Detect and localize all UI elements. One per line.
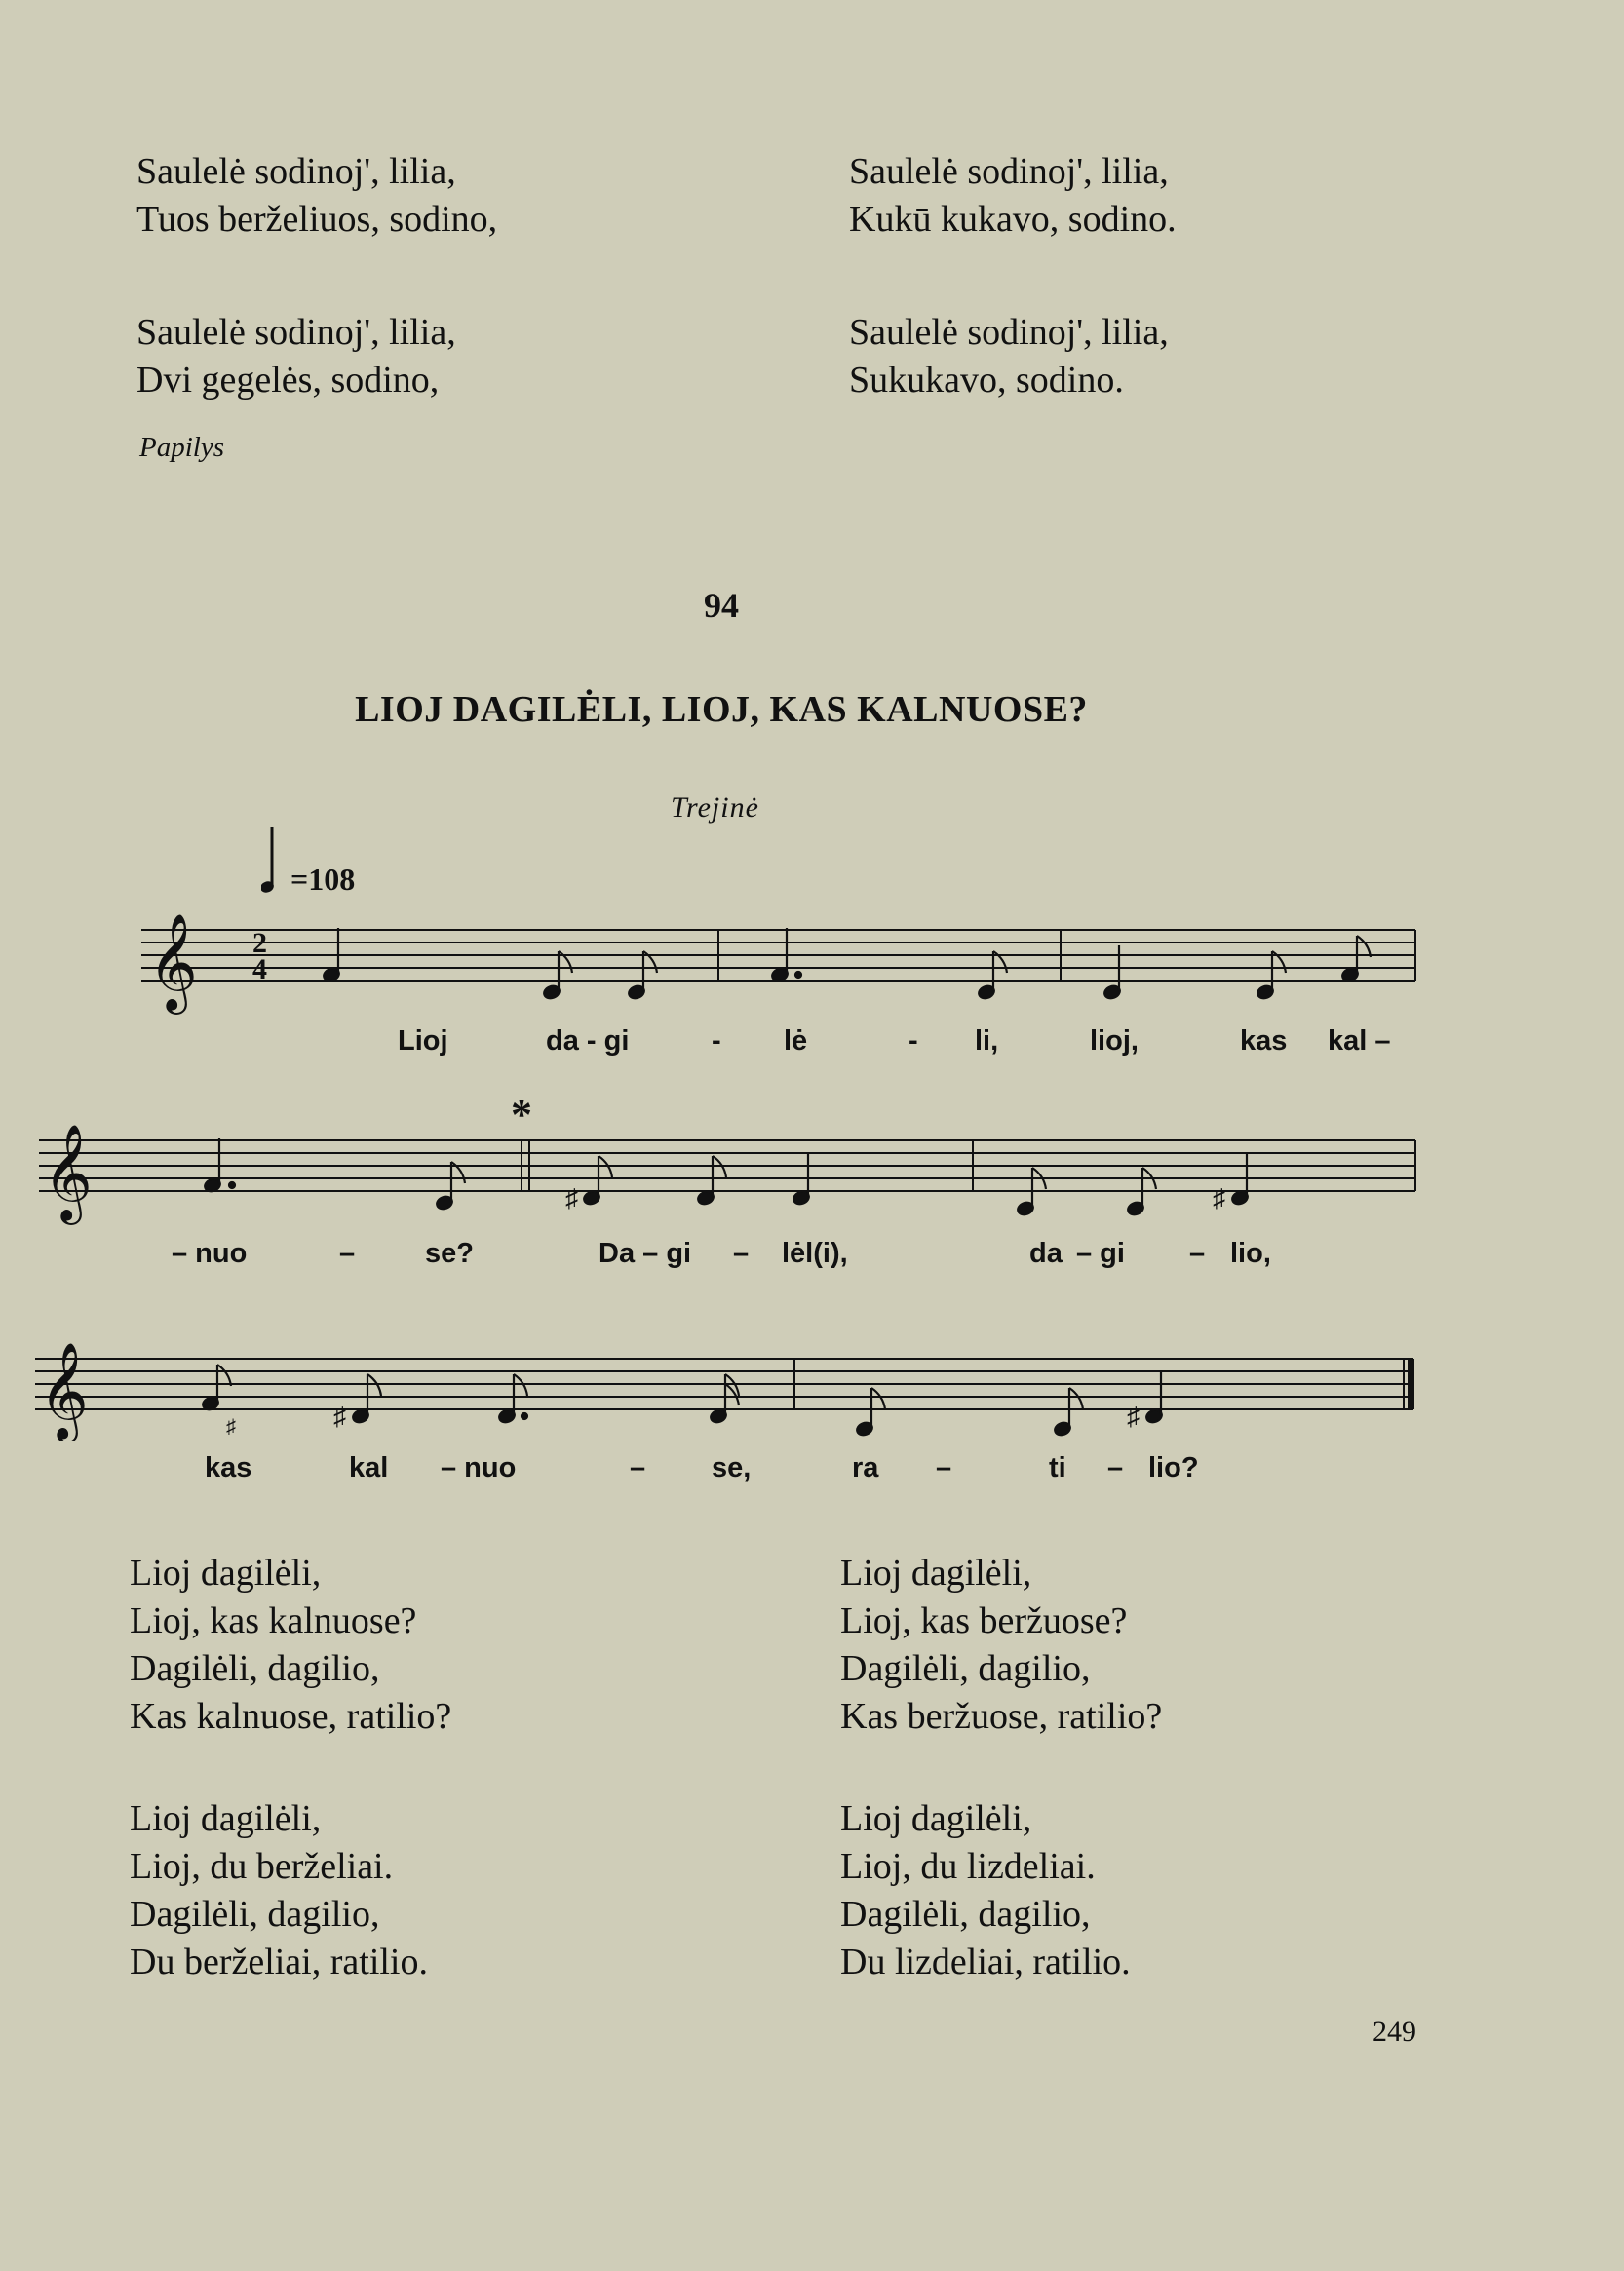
sharp-icon: ♯	[565, 1184, 578, 1212]
sharp-icon: ♯	[226, 1416, 236, 1438]
song-number: 94	[704, 586, 739, 625]
verse-line: Du berželiai, ratilio.	[130, 1942, 428, 1982]
verse-line: Dagilėli, dagilio,	[840, 1648, 1091, 1689]
lyric-syllable: –	[733, 1238, 750, 1269]
lyric-syllable: -	[712, 1025, 721, 1057]
lyric-syllable: –	[1189, 1238, 1206, 1269]
verse-line: Lioj dagilėli,	[130, 1798, 322, 1839]
verse-line: Lioj dagilėli,	[840, 1798, 1032, 1839]
treble-clef-icon	[148, 913, 198, 1015]
verse-line: Kukū kukavo, sodino.	[849, 199, 1177, 240]
style-label: Trejinė	[671, 791, 759, 824]
music-staff-3	[0, 1314, 1624, 1441]
lyric-syllable: da	[1029, 1238, 1063, 1269]
lyric-syllable: lė	[784, 1025, 808, 1057]
verse-line: Saulelė sodinoj', lilia,	[849, 312, 1169, 353]
stanza-top-right-b	[849, 309, 1169, 404]
verse-line: Dvi gegelės, sodino,	[136, 360, 440, 401]
lyric-syllable: kas	[205, 1452, 252, 1483]
stanza-bottom-left-b	[130, 1795, 428, 1986]
lyric-syllable: –	[936, 1452, 952, 1483]
lyric-syllable: lio,	[1230, 1238, 1271, 1269]
verse-line: Kas beržuose, ratilio?	[840, 1696, 1163, 1737]
lyric-syllable: – gi	[1076, 1238, 1125, 1269]
verse-line: Dagilėli, dagilio,	[840, 1894, 1091, 1935]
svg-text:𝄞: 𝄞	[148, 913, 198, 1011]
svg-text:𝄞: 𝄞	[43, 1124, 93, 1221]
lyric-syllable: lio?	[1148, 1452, 1199, 1483]
lyric-syllable: kal –	[1328, 1025, 1391, 1057]
lyric-syllable: –	[339, 1238, 356, 1269]
lyric-syllable: Da – gi	[599, 1238, 692, 1269]
place-label: Papilys	[139, 432, 224, 463]
verse-line: Tuos berželiuos, sodino,	[136, 199, 498, 240]
time-sig-top: 2	[252, 927, 267, 959]
lyric-syllable: – nuo	[172, 1238, 248, 1269]
lyric-syllable: lioj,	[1090, 1025, 1139, 1057]
stanza-top-left-b	[136, 309, 456, 404]
stanza-bottom-left-a	[130, 1550, 451, 1741]
verse-line: Lioj, kas beržuose?	[840, 1600, 1128, 1641]
lyric-syllable: se?	[425, 1238, 474, 1269]
stanza-bottom-right-a	[840, 1550, 1162, 1741]
verse-line: Saulelė sodinoj', lilia,	[849, 151, 1169, 192]
time-signature	[252, 927, 267, 985]
verse-line: Lioj, kas kalnuose?	[130, 1600, 417, 1641]
stanza-bottom-right-b	[840, 1795, 1131, 1986]
lyric-syllable: –	[630, 1452, 646, 1483]
treble-clef-icon	[39, 1342, 89, 1441]
verse-line: Saulelė sodinoj', lilia,	[136, 312, 456, 353]
final-barline	[1408, 1359, 1414, 1409]
lyric-syllable: Lioj	[398, 1025, 448, 1057]
svg-text:𝄞: 𝄞	[39, 1342, 89, 1440]
verse-line: Du lizdeliai, ratilio.	[840, 1942, 1131, 1982]
treble-clef-icon	[43, 1124, 93, 1225]
stanza-top-right-a	[849, 148, 1177, 244]
sharp-icon: ♯	[1127, 1403, 1140, 1431]
verse-line: Lioj dagilėli,	[840, 1553, 1032, 1594]
sharp-icon: ♯	[1213, 1184, 1225, 1212]
lyric-syllable: ra	[852, 1452, 879, 1483]
lyric-syllable: – nuo	[441, 1452, 517, 1483]
verse-line: Lioj, du berželiai.	[130, 1846, 394, 1887]
lyric-syllable: da - gi	[546, 1025, 630, 1057]
song-title: LIOJ DAGILĖLI, LIOJ, KAS KALNUOSE?	[355, 689, 1088, 730]
verse-line: Lioj dagilėli,	[130, 1553, 322, 1594]
tempo-value: =108	[290, 862, 356, 897]
lyric-syllable: ti	[1049, 1452, 1066, 1483]
lyric-syllable: kas	[1240, 1025, 1288, 1057]
page-number: 249	[1373, 2016, 1416, 2048]
music-staff-1	[0, 897, 1624, 1023]
verse-line: Kas kalnuose, ratilio?	[130, 1696, 452, 1737]
verse-line: Dagilėli, dagilio,	[130, 1894, 380, 1935]
verse-line: Saulelė sodinoj', lilia,	[136, 151, 456, 192]
verse-line: Lioj, du lizdeliai.	[840, 1846, 1096, 1887]
lyric-syllable: –	[1107, 1452, 1124, 1483]
lyric-syllable: -	[909, 1025, 918, 1057]
lyric-syllable: se,	[712, 1452, 752, 1483]
stanza-top-left-a	[136, 148, 497, 244]
music-staff-2	[0, 1107, 1624, 1234]
asterisk-mark: *	[511, 1091, 532, 1138]
sharp-icon: ♯	[333, 1403, 346, 1431]
time-sig-bottom: 4	[252, 953, 267, 985]
lyric-syllable: lėl(i),	[782, 1238, 848, 1269]
lyric-syllable: kal	[349, 1452, 389, 1483]
lyric-syllable: li,	[975, 1025, 999, 1057]
verse-line: Sukukavo, sodino.	[849, 360, 1124, 401]
verse-line: Dagilėli, dagilio,	[130, 1648, 380, 1689]
